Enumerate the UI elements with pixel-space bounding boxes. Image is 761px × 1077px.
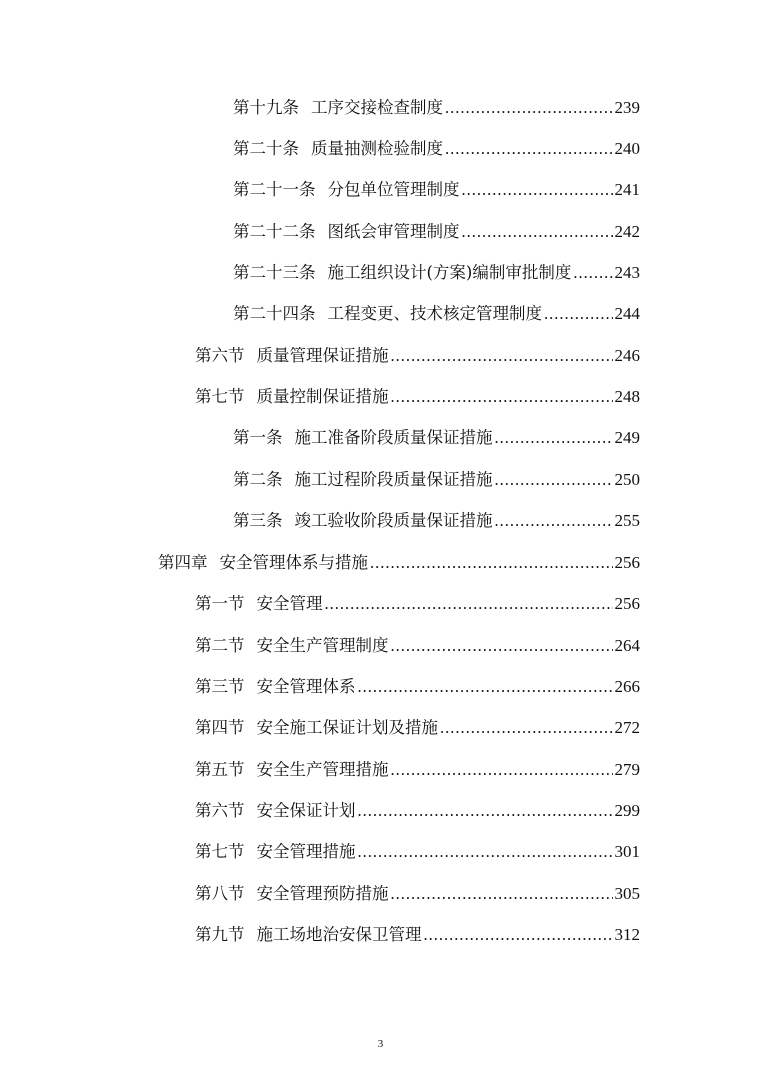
- toc-entry-page: 242: [614, 222, 640, 241]
- toc-dot-leader: [573, 259, 612, 287]
- toc-entry-title: 图纸会审管理制度: [327, 222, 460, 241]
- toc-entry-title: 安全生产管理制度: [256, 636, 389, 655]
- toc-entry[interactable]: [233, 259, 640, 287]
- toc-entry[interactable]: [195, 714, 640, 742]
- toc-entry-label: 第七节: [195, 842, 245, 861]
- toc-entry-page: 239: [614, 98, 640, 117]
- toc-entry-page: 248: [614, 387, 640, 406]
- toc-entry-page: 256: [614, 594, 640, 613]
- toc-entry-page: 299: [614, 801, 640, 820]
- toc-dot-leader: [495, 466, 613, 494]
- toc-dot-leader: [325, 590, 613, 618]
- toc-entry[interactable]: [195, 383, 640, 411]
- toc-entry-label: 第二节: [195, 636, 245, 655]
- toc-entry-title: 施工准备阶段质量保证措施: [294, 428, 493, 447]
- toc-entry-title: 竣工验收阶段质量保证措施: [294, 511, 493, 530]
- toc-entry-label: 第五节: [195, 760, 245, 779]
- toc-entry-title: 安全管理体系: [256, 677, 356, 696]
- toc-entry-label: 第四章: [158, 553, 208, 572]
- toc-entry-page: 312: [614, 925, 640, 944]
- toc-entry-label: 第二条: [233, 470, 283, 489]
- toc-entry[interactable]: [233, 300, 640, 328]
- toc-entry-title: 质量抽测检验制度: [311, 139, 443, 158]
- toc-entry[interactable]: [195, 632, 640, 660]
- toc-dot-leader: [391, 342, 613, 370]
- toc-entry-title: 施工过程阶段质量保证措施: [294, 470, 493, 489]
- toc-entry[interactable]: [195, 797, 640, 825]
- page-number: 3: [377, 1038, 384, 1050]
- toc-dot-leader: [445, 135, 613, 163]
- toc-entry-page: 250: [614, 470, 640, 489]
- toc-entry-page: 249: [614, 428, 640, 447]
- toc-entry-page: 256: [614, 553, 640, 572]
- toc-entry-label: 第六节: [195, 801, 245, 820]
- toc-entry[interactable]: [233, 424, 640, 452]
- toc-entry[interactable]: [233, 507, 640, 535]
- toc-dot-leader: [544, 300, 613, 328]
- toc-entry[interactable]: [195, 921, 640, 949]
- toc-dot-leader: [462, 176, 613, 204]
- toc-entry-title: 分包单位管理制度: [327, 180, 460, 199]
- toc-entry-label: 第二十条: [233, 139, 299, 158]
- toc-entry[interactable]: [233, 135, 640, 163]
- toc-entry-label: 第九节: [195, 925, 245, 944]
- toc-entry-title: 安全管理: [256, 594, 323, 613]
- toc-entry[interactable]: [233, 176, 640, 204]
- toc-dot-leader: [391, 632, 613, 660]
- toc-dot-leader: [358, 838, 613, 866]
- toc-entry-title: 安全管理体系与措施: [219, 553, 368, 572]
- toc-entry-title: 质量管理保证措施: [256, 346, 389, 365]
- toc-dot-leader: [391, 880, 613, 908]
- toc-entry-page: 244: [614, 304, 640, 323]
- toc-entry-title: 安全施工保证计划及措施: [256, 718, 438, 737]
- toc-entry-label: 第一条: [233, 428, 283, 447]
- toc-entry-label: 第二十四条: [233, 304, 316, 323]
- toc-entry-label: 第三条: [233, 511, 283, 530]
- toc-entry-label: 第六节: [195, 346, 245, 365]
- toc-dot-leader: [370, 549, 613, 577]
- toc-entry-page: 241: [614, 180, 640, 199]
- toc-entry-title: 安全管理措施: [256, 842, 356, 861]
- toc-entry-page: 305: [614, 884, 640, 903]
- toc-dot-leader: [391, 756, 613, 784]
- toc-dot-leader: [462, 218, 613, 246]
- toc-entry[interactable]: [195, 838, 640, 866]
- toc-entry-title: 施工场地治安保卫管理: [256, 925, 422, 944]
- toc-dot-leader: [440, 714, 613, 742]
- toc-entry-label: 第七节: [195, 387, 245, 406]
- toc-entry-page: 272: [614, 718, 640, 737]
- toc-entry[interactable]: [195, 590, 640, 618]
- toc-entry-page: 243: [614, 263, 640, 282]
- toc-entry-page: 240: [614, 139, 640, 158]
- toc-entry-page: 255: [614, 511, 640, 530]
- toc-entry-page: 266: [614, 677, 640, 696]
- toc-entry-title: 工程变更、技术核定管理制度: [327, 304, 542, 323]
- toc-dot-leader: [358, 673, 613, 701]
- toc-entry[interactable]: [195, 756, 640, 784]
- toc-entry[interactable]: [233, 94, 640, 122]
- toc-entry-page: 246: [614, 346, 640, 365]
- toc-entry-label: 第二十二条: [233, 222, 316, 241]
- toc-entry-label: 第一节: [195, 594, 245, 613]
- toc-entry-title: 质量控制保证措施: [256, 387, 389, 406]
- toc-entry-label: 第十九条: [233, 98, 299, 117]
- toc-dot-leader: [424, 921, 613, 949]
- toc-entry-label: 第二十三条: [233, 263, 316, 282]
- toc-entry-page: 301: [614, 842, 640, 861]
- toc-entry[interactable]: [195, 342, 640, 370]
- toc-entry[interactable]: [158, 549, 640, 577]
- toc-entry[interactable]: [233, 218, 640, 246]
- toc-entry-title: 安全生产管理措施: [256, 760, 389, 779]
- toc-entry-label: 第四节: [195, 718, 245, 737]
- toc-dot-leader: [445, 94, 613, 122]
- toc-entry-label: 第三节: [195, 677, 245, 696]
- toc-entry-label: 第八节: [195, 884, 245, 903]
- toc-entry[interactable]: [195, 880, 640, 908]
- toc-entry-title: 施工组织设计(方案)编制审批制度: [327, 263, 572, 282]
- toc-dot-leader: [358, 797, 613, 825]
- toc-entry-title: 安全保证计划: [256, 801, 356, 820]
- toc-entry-page: 264: [614, 636, 640, 655]
- toc-entry[interactable]: [195, 673, 640, 701]
- toc-entry[interactable]: [233, 466, 640, 494]
- toc-dot-leader: [495, 424, 613, 452]
- toc-entry-label: 第二十一条: [233, 180, 316, 199]
- toc-dot-leader: [391, 383, 613, 411]
- toc-entry-page: 279: [614, 760, 640, 779]
- toc-entry-title: 安全管理预防措施: [256, 884, 389, 903]
- toc-entry-title: 工序交接检查制度: [311, 98, 443, 117]
- toc-dot-leader: [495, 507, 613, 535]
